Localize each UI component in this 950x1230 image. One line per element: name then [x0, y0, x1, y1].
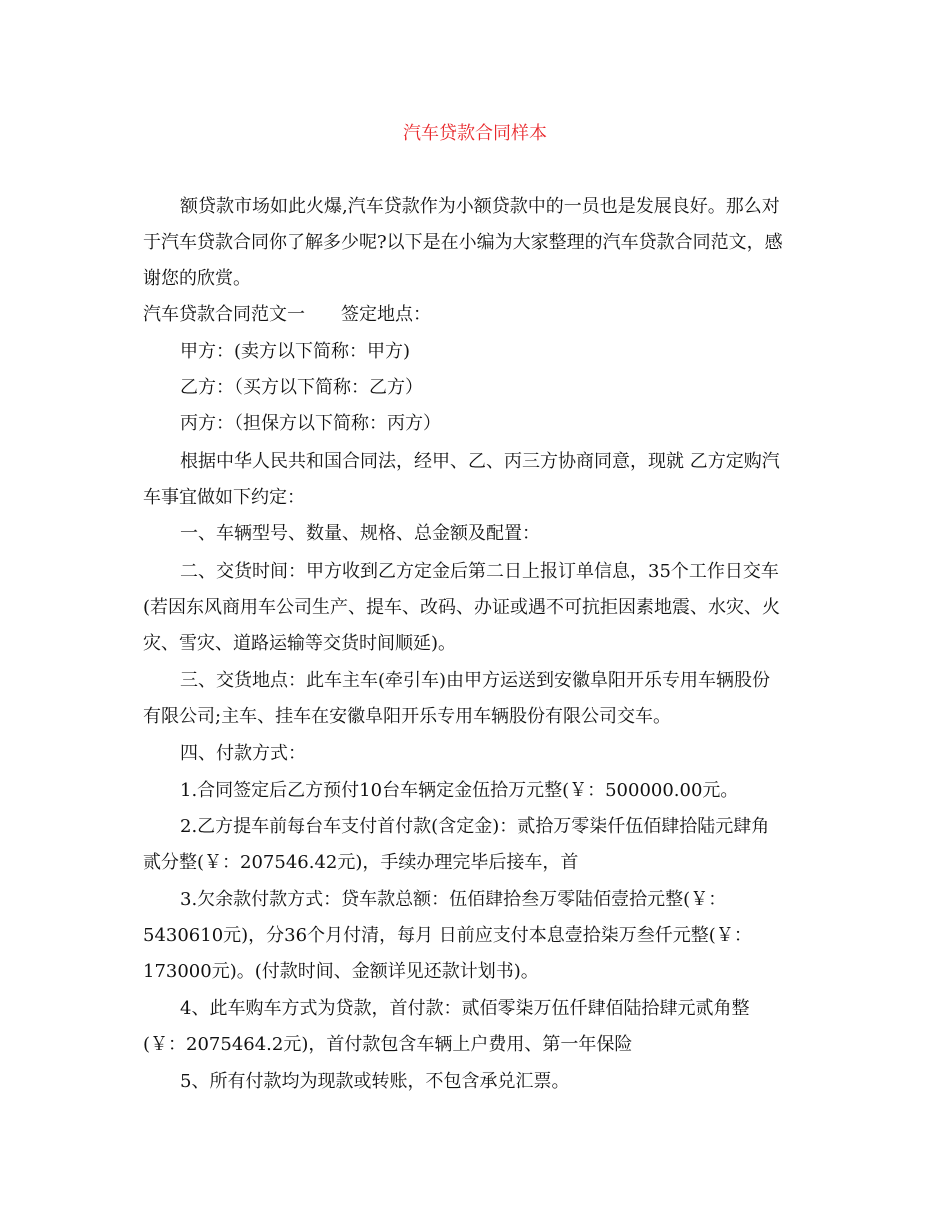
payment-item-2-line-1: 2.乙方提车前每台车支付首付款(含定金)：贰拾万零柒仟伍佰肆拾陆元肆角: [180, 816, 770, 837]
payment-item-1: 1.合同签定后乙方预付10台车辆定金伍拾万元整(￥：500000.00元。: [180, 780, 739, 801]
clause-2-line-1: 二、交货时间：甲方收到乙方定金后第二日上报订单信息，35个工作日交车: [180, 561, 779, 582]
contract-sample-heading: 汽车贷款合同范文一: [143, 304, 305, 325]
payment-item-3-line-3: 173000元)。(付款时间、金额详见还款计划书)。: [143, 961, 539, 982]
party-a-line: 甲方：(卖方以下简称：甲方): [180, 341, 411, 362]
payment-item-4-line-1: 4、此车购车方式为贷款，首付款：贰佰零柒万伍仟肆佰陆拾肆元贰角整: [180, 998, 750, 1019]
intro-line-1: 额贷款市场如此火爆,汽车贷款作为小额贷款中的一员也是发展良好。那么对: [180, 196, 780, 217]
clause-1-line: 一、车辆型号、数量、规格、总金额及配置：: [180, 523, 540, 544]
party-b-line: 乙方：（买方以下简称：乙方）: [180, 377, 423, 398]
contract-heading-line: [143, 303, 431, 327]
party-c-line: 丙方：（担保方以下简称：丙方）: [180, 413, 441, 434]
payment-item-3-line-1: 3.欠余款付款方式：贷车款总额：伍佰肆拾叁万零陆佰壹拾元整(￥：: [180, 889, 727, 910]
clause-3-line-2: 有限公司;主车、挂车在安徽阜阳开乐专用车辆股份有限公司交车。: [143, 706, 672, 727]
signing-location-label: 签定地点：: [341, 304, 431, 325]
payment-item-4-line-2: (￥：2075464.2元)，首付款包含车辆上户费用、第一年保险: [143, 1034, 633, 1055]
clause-2-line-3: 灾、雪灾、道路运输等交货时间顺延)。: [143, 633, 457, 654]
agreement-line-2: 车事宜做如下约定：: [143, 487, 305, 508]
clause-4-heading: 四、付款方式：: [180, 743, 306, 764]
payment-item-2-line-2: 贰分整(￥：207546.42元)，手续办理完毕后接车，首: [143, 852, 579, 873]
payment-item-5: 5、所有付款均为现款或转账，不包含承兑汇票。: [180, 1071, 570, 1092]
clause-2-line-2: (若因东风商用车公司生产、提车、改码、办证或遇不可抗拒因素地震、水灾、火: [143, 597, 781, 618]
intro-line-2: 于汽车贷款合同你了解多少呢?以下是在小编为大家整理的汽车贷款合同范文，感: [143, 232, 783, 253]
agreement-line-1: 根据中华人民共和国合同法，经甲、乙、丙三方协商同意，现就 乙方定购汽: [180, 451, 780, 472]
document-title: 汽车贷款合同样本: [403, 123, 547, 144]
payment-item-3-line-2: 5430610元)，分36个月付清，每月 日前应支付本息壹拾柒万叁仟元整(￥：: [143, 925, 752, 946]
intro-line-3: 谢您的欣赏。: [143, 268, 251, 289]
clause-3-line-1: 三、交货地点：此车主车(牵引车)由甲方运送到安徽阜阳开乐专用车辆股份: [180, 670, 771, 691]
